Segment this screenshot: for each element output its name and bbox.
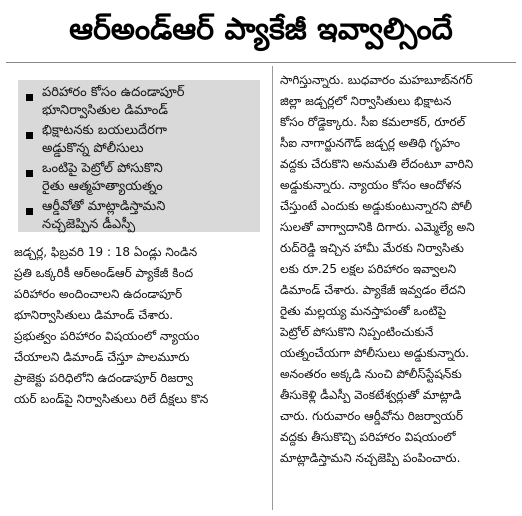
- article-line: రుద్‌రెడ్డి ఇచ్చిన హామీ మేరకు నిర్వాసితు: [280, 241, 464, 255]
- highlight-item: [26, 122, 260, 157]
- article-line: సులతో వాగ్వాదానికి దిగారు. ఎమ్మెల్యే అని: [280, 220, 475, 234]
- article-line: రైతు మల్లయ్య మనస్తాపంతో ఒంటిపై: [280, 304, 447, 318]
- bullet-square-icon: [26, 132, 33, 139]
- article-line: ప్రాజెక్టు పరిధిలోని ఉదండాపూర్ రిజర్వా: [14, 371, 194, 385]
- article-line: చేయాలని డిమాండ్ చేస్తూ పాలమూరు: [14, 350, 190, 364]
- highlight-line: నచ్చజెప్పిన డీఎస్పీ: [42, 216, 136, 232]
- article-line: అనంతరం అక్కడి నుంచి పోలీస్‌స్టేషన్‌కు: [280, 367, 462, 381]
- article-line: కోసం రోడ్డెక్కారు. సీఐ కమలాకర్, రూరల్: [280, 115, 466, 129]
- article-line: యర్ బండ్‌పై నిర్వాసితులు రిలే దీక్షలు కొన: [14, 392, 209, 406]
- highlight-item: [26, 160, 260, 195]
- highlight-line: ఒంటిపై పెట్రోల్ పోసుకొని: [42, 161, 163, 176]
- article-body-right-column: [280, 70, 514, 469]
- article-line: అడ్డుకున్నారు. న్యాయం కోసం ఆందోళన: [280, 178, 462, 192]
- article-line: సీఐ నాగార్జునగౌడ్ జడ్చర్ల అతిథి గృహం: [280, 136, 461, 150]
- article-line: వద్దకు చేరుకొని అనుమతి లేదంటూ వారిని: [280, 157, 474, 171]
- article-line: పెట్రోల్ పోసుకొని నిప్పంటించుకునే: [280, 325, 434, 339]
- article-line: వద్దకు తీసుకొచ్చి పరిహారం విషయంలో: [280, 430, 456, 444]
- highlight-line: అడ్డుకొన్న పోలీసులు: [42, 140, 144, 156]
- article-line: ప్రభుత్వం పరిహారం విషయంలో న్యాయం: [14, 329, 200, 343]
- article-line: యత్నంచేయగా పోలీసులు అడ్డుకున్నారు.: [280, 346, 470, 360]
- highlight-line: రైతు ఆత్మహత్యాయత్నం: [42, 178, 163, 194]
- bullet-square-icon: [26, 208, 33, 215]
- highlight-line: ఆర్డీవోతో మాట్లాడిస్తామని: [42, 199, 166, 214]
- headline: ఆర్‌అండ్‌ఆర్ ప్యాకేజీ ఇవ్వాల్సిందే: [69, 12, 453, 47]
- column-divider: [272, 66, 273, 510]
- highlight-line: భిక్షాటనకు బయలుదేరగా: [42, 123, 167, 138]
- article-line: ప్రతి ఒక్కరికీ ఆర్‌అండ్‌ఆర్ ప్యాకేజీ కింద: [14, 266, 194, 280]
- article-line: లకు రూ.25 లక్షల పరిహారం ఇవ్వాలని: [280, 262, 457, 276]
- article-line: తీసుకెళ్లి డీఎస్పీ వెంకటేశ్వర్లుతో మాట్లాడి: [280, 388, 462, 402]
- bullet-square-icon: [26, 94, 33, 101]
- article-line: చేస్తుంటే ఎందుకు అడ్డుకుంటున్నారని పోలీ: [280, 199, 473, 213]
- article-line: చారు. గురువారం ఆర్డీవోను రిజర్వాయర్: [280, 409, 463, 423]
- highlight-line: భూనిర్వాసితుల డిమాండ్: [42, 102, 168, 118]
- highlight-line: పరిహారం కోసం ఉదండాపూర్: [42, 85, 185, 100]
- article-line: జడ్చర్ల, ఫిబ్రవరి 19 : 18 ఏండ్లు నిండిన: [14, 245, 198, 259]
- article-body-left-column: [14, 242, 268, 410]
- article-line: జిల్లా జడ్చర్లలో నిర్వాసితులు భిక్షాటన: [280, 94, 452, 108]
- highlights-list: [26, 84, 260, 236]
- article-line: పరిహారం అందించాలని ఉదండాపూర్: [14, 287, 183, 301]
- article-line: సాగిస్తున్నారు. బుధవారం మహబూబ్‌నగర్: [280, 73, 473, 87]
- headline-divider: [6, 62, 516, 63]
- highlight-item: [26, 84, 260, 119]
- article-line: డిమాండ్ చేశారు. ప్యాకేజీ ఇవ్వడం లేదని: [280, 283, 466, 297]
- article-line: భూనిర్వాసితులు డిమాండ్ చేశారు.: [14, 308, 174, 322]
- bullet-square-icon: [26, 170, 33, 177]
- article-line: మాట్లాడిస్తామని నచ్చజెప్పి పంపించారు.: [280, 451, 461, 465]
- highlight-item: [26, 198, 260, 233]
